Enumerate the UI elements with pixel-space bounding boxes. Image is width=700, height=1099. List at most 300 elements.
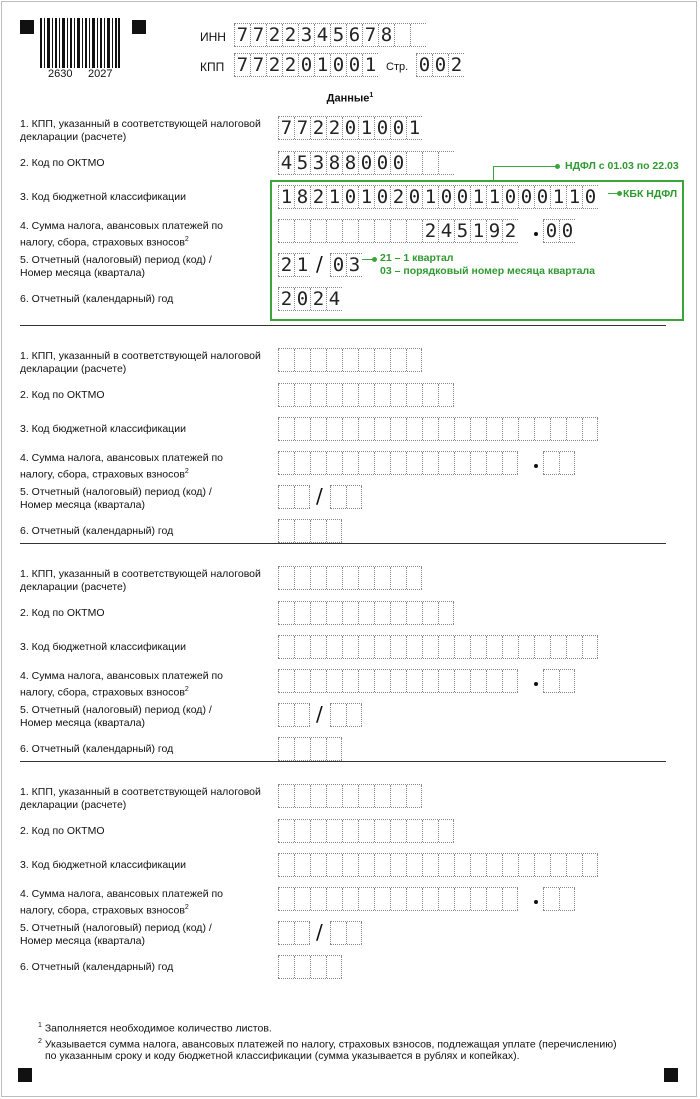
digit-cell (326, 452, 342, 474)
digit-cell (390, 888, 406, 910)
digit-cell (310, 567, 326, 589)
sum-label: 4. Сумма налога, авансовых платежей по налогу, сбора, страховых взносов$^2$ (20, 452, 224, 481)
digit-cell: 1 (358, 186, 374, 208)
digit-cell (326, 349, 342, 371)
digit-cell (358, 670, 374, 692)
digit-cell (566, 636, 582, 658)
digit-cell: 7 (250, 24, 266, 46)
digit-cell: 0 (390, 152, 406, 174)
barcode-number-right: 2027 (88, 68, 113, 80)
digit-cell (294, 418, 310, 440)
digit-cell (559, 452, 575, 474)
digit-cell (346, 922, 362, 944)
digit-cell (410, 24, 426, 46)
inn-field[interactable] (234, 23, 426, 47)
sum-label: 4. Сумма налога, авансовых платежей по налогу, сбора, страховых взносов$^2$ (20, 670, 224, 699)
period-number-field-3[interactable] (330, 703, 362, 727)
kbk-label: 3. Код бюджетной классификации (20, 191, 186, 203)
digit-cell (310, 384, 326, 406)
section-separator (20, 543, 666, 544)
digit-cell (326, 384, 342, 406)
period-number-field-2[interactable] (330, 485, 362, 509)
kbk-field-4[interactable] (278, 853, 598, 877)
digit-cell (278, 602, 294, 624)
digit-cell: 0 (534, 186, 550, 208)
digit-cell: 8 (342, 152, 358, 174)
digit-cell (342, 452, 358, 474)
digit-cell: 0 (438, 186, 454, 208)
sum-dec-field-4[interactable] (543, 887, 575, 911)
oktmo-field-1[interactable] (278, 151, 454, 175)
digit-cell (406, 785, 422, 807)
digit-cell: 2 (282, 24, 298, 46)
digit-cell (326, 785, 342, 807)
digit-cell (278, 452, 294, 474)
digit-cell (406, 349, 422, 371)
digit-cell (390, 349, 406, 371)
digit-cell (390, 854, 406, 876)
corner-marker-top-right (132, 20, 146, 34)
sum-label: 4. Сумма налога, авансовых платежей по налогу, сбора, страховых взносов$^2$ (20, 220, 224, 249)
digit-cell (294, 854, 310, 876)
page-number-field[interactable] (416, 53, 464, 77)
barcode (40, 18, 120, 68)
digit-cell (406, 567, 422, 589)
sum-int-field-3[interactable] (278, 669, 518, 693)
digit-cell (342, 567, 358, 589)
digit-cell (358, 384, 374, 406)
sum-dec-field-2[interactable] (543, 451, 575, 475)
kpp-label: 1. КПП, указанный в соответствующей налоговой декларации (расчете) (20, 118, 261, 143)
digit-cell: 2 (326, 117, 342, 139)
digit-cell: 3 (298, 24, 314, 46)
digit-cell: 7 (234, 54, 250, 76)
digit-cell (326, 888, 342, 910)
digit-cell: 4 (326, 288, 342, 310)
digit-cell (486, 636, 502, 658)
digit-cell (294, 704, 310, 726)
digit-cell: 9 (486, 220, 502, 242)
digit-cell (374, 418, 390, 440)
digit-cell (374, 567, 390, 589)
digit-cell: 0 (294, 288, 310, 310)
digit-cell (278, 349, 294, 371)
digit-cell (406, 418, 422, 440)
oktmo-field-3[interactable] (278, 601, 454, 625)
digit-cell: 6 (346, 24, 362, 46)
digit-cell (502, 854, 518, 876)
digit-cell: 1 (566, 186, 582, 208)
digit-cell: 7 (250, 54, 266, 76)
digit-cell (358, 854, 374, 876)
digit-cell (358, 785, 374, 807)
barcode-number-left: 2630 (48, 68, 73, 80)
oktmo-label: 2. Код по ОКТМО (20, 607, 105, 619)
digit-cell (294, 670, 310, 692)
corner-marker-bottom-right (664, 1068, 678, 1082)
digit-cell (374, 854, 390, 876)
digit-cell (310, 418, 326, 440)
digit-cell (582, 636, 598, 658)
digit-cell (374, 349, 390, 371)
digit-cell (374, 820, 390, 842)
digit-cell (422, 602, 438, 624)
digit-cell (278, 670, 294, 692)
digit-cell: 7 (234, 24, 250, 46)
decimal-point (534, 464, 538, 468)
digit-cell (470, 452, 486, 474)
digit-cell: 0 (416, 54, 432, 76)
digit-cell (326, 418, 342, 440)
digit-cell (406, 384, 422, 406)
digit-cell (534, 854, 550, 876)
digit-cell (438, 854, 454, 876)
year-label: 6. Отчетный (календарный) год (20, 743, 174, 755)
digit-cell: 1 (362, 54, 378, 76)
digit-cell (294, 349, 310, 371)
digit-cell: 4 (314, 24, 330, 46)
digit-cell (310, 785, 326, 807)
annotation-dot (555, 164, 560, 169)
annotation-period-note-1: 21 – 1 квартал (380, 252, 454, 264)
digit-cell (502, 670, 518, 692)
digit-cell: 0 (406, 186, 422, 208)
kpp-label: КПП (200, 60, 225, 74)
digit-cell (486, 670, 502, 692)
page-title: Данные$^1$ (326, 92, 374, 105)
digit-cell (394, 24, 410, 46)
digit-cell (310, 738, 326, 760)
period-label: 5. Отчетный (налоговый) период (код) / Номер месяца (квартала) (20, 704, 212, 729)
digit-cell (422, 152, 438, 174)
digit-cell: 0 (559, 220, 575, 242)
digit-cell: 0 (454, 186, 470, 208)
digit-cell (278, 486, 294, 508)
kpp-field-4[interactable] (278, 784, 422, 808)
digit-cell: 5 (454, 220, 470, 242)
digit-cell (346, 704, 362, 726)
period-code-field-2[interactable] (278, 485, 310, 509)
digit-cell: 7 (278, 117, 294, 139)
digit-cell (454, 888, 470, 910)
digit-cell (326, 738, 342, 760)
digit-cell: 5 (294, 152, 310, 174)
digit-cell: 0 (518, 186, 534, 208)
digit-cell (582, 854, 598, 876)
digit-cell (406, 820, 422, 842)
digit-cell (278, 418, 294, 440)
digit-cell: 2 (310, 117, 326, 139)
year-field-4[interactable] (278, 955, 342, 979)
digit-cell: 2 (422, 220, 438, 242)
digit-cell (438, 888, 454, 910)
digit-cell (278, 888, 294, 910)
digit-cell: 3 (310, 152, 326, 174)
digit-cell (486, 452, 502, 474)
digit-cell (310, 854, 326, 876)
digit-cell (342, 854, 358, 876)
digit-cell (406, 888, 422, 910)
digit-cell (326, 820, 342, 842)
digit-cell (326, 567, 342, 589)
digit-cell (390, 452, 406, 474)
inn-label: ИНН (200, 30, 226, 44)
sum-label: 4. Сумма налога, авансовых платежей по налогу, сбора, страховых взносов$^2$ (20, 888, 224, 917)
period-slash: / (316, 252, 323, 276)
digit-cell (326, 854, 342, 876)
digit-cell: 1 (326, 186, 342, 208)
digit-cell (278, 922, 294, 944)
digit-cell: 0 (358, 152, 374, 174)
footnote-2: $^2$ Указывается сумма налога, авансовых платежей по налогу, страховых взносов, подлежащая уплате (перечислению) (38, 1038, 617, 1051)
digit-cell (294, 738, 310, 760)
digit-cell: 2 (278, 288, 294, 310)
digit-cell (310, 520, 326, 542)
digit-cell (294, 922, 310, 944)
digit-cell (358, 349, 374, 371)
digit-cell (294, 520, 310, 542)
annotation-dot (372, 257, 377, 262)
kpp-label: 1. КПП, указанный в соответствующей налоговой декларации (расчете) (20, 350, 261, 375)
digit-cell: 1 (358, 117, 374, 139)
digit-cell (534, 636, 550, 658)
digit-cell (470, 854, 486, 876)
digit-cell (518, 418, 534, 440)
digit-cell (310, 452, 326, 474)
digit-cell (358, 567, 374, 589)
sum-dec-field-3[interactable] (543, 669, 575, 693)
digit-cell (390, 384, 406, 406)
digit-cell (278, 854, 294, 876)
digit-cell: 0 (342, 117, 358, 139)
period-slash: / (316, 702, 323, 726)
digit-cell (406, 670, 422, 692)
kpp-field-1[interactable] (278, 116, 422, 140)
period-slash: / (316, 920, 323, 944)
annotation-ndfl-dates: НДФЛ с 01.03 по 22.03 (565, 160, 679, 172)
sum-int-field-2[interactable] (278, 451, 518, 475)
digit-cell (422, 636, 438, 658)
digit-cell: 2 (310, 288, 326, 310)
digit-cell (470, 418, 486, 440)
digit-cell (422, 452, 438, 474)
digit-cell (390, 418, 406, 440)
page-label: Стр. (386, 61, 409, 73)
highlight-box (270, 180, 684, 321)
digit-cell (470, 636, 486, 658)
digit-cell (326, 956, 342, 978)
digit-cell (470, 670, 486, 692)
digit-cell: 1 (278, 186, 294, 208)
kbk-field-3[interactable] (278, 635, 598, 659)
digit-cell (278, 785, 294, 807)
digit-cell (422, 820, 438, 842)
digit-cell (342, 636, 358, 658)
digit-cell (342, 602, 358, 624)
annotation-dot (617, 191, 622, 196)
kbk-label: 3. Код бюджетной классификации (20, 423, 186, 435)
digit-cell (358, 888, 374, 910)
digit-cell (406, 602, 422, 624)
digit-cell: 1 (294, 254, 310, 276)
digit-cell (454, 418, 470, 440)
digit-cell: 2 (502, 220, 518, 242)
digit-cell (502, 418, 518, 440)
kbk-field-2[interactable] (278, 417, 598, 441)
digit-cell (278, 636, 294, 658)
digit-cell (502, 888, 518, 910)
digit-cell (374, 888, 390, 910)
digit-cell (406, 452, 422, 474)
digit-cell (438, 152, 454, 174)
digit-cell (406, 636, 422, 658)
digit-cell (502, 452, 518, 474)
digit-cell (310, 636, 326, 658)
digit-cell: 2 (390, 186, 406, 208)
digit-cell (374, 670, 390, 692)
year-label: 6. Отчетный (календарный) год (20, 961, 174, 973)
digit-cell (310, 888, 326, 910)
digit-cell: 2 (266, 54, 282, 76)
digit-cell: 0 (298, 54, 314, 76)
digit-cell: 1 (470, 186, 486, 208)
corner-marker-top-left (20, 20, 34, 34)
digit-cell: 3 (346, 254, 362, 276)
kpp-header-field[interactable] (234, 53, 378, 77)
oktmo-label: 2. Код по ОКТМО (20, 825, 105, 837)
period-label: 5. Отчетный (налоговый) период (код) / Номер месяца (квартала) (20, 922, 212, 947)
digit-cell: 7 (294, 117, 310, 139)
period-code-field-4[interactable] (278, 921, 310, 945)
digit-cell: 0 (374, 152, 390, 174)
digit-cell (294, 888, 310, 910)
footnote-1: $^1$ Заполняется необходимое количество листов. (38, 1022, 272, 1035)
oktmo-field-4[interactable] (278, 819, 454, 843)
digit-cell: 8 (294, 186, 310, 208)
digit-cell (486, 854, 502, 876)
digit-cell (438, 452, 454, 474)
decimal-point (534, 900, 538, 904)
digit-cell (326, 602, 342, 624)
digit-cell (454, 636, 470, 658)
digit-cell (294, 486, 310, 508)
digit-cell (294, 785, 310, 807)
oktmo-field-2[interactable] (278, 383, 454, 407)
digit-cell: 8 (378, 24, 394, 46)
digit-cell (422, 854, 438, 876)
digit-cell: 1 (422, 186, 438, 208)
kbk-label: 3. Код бюджетной классификации (20, 859, 186, 871)
digit-cell (543, 670, 559, 692)
digit-cell (550, 636, 566, 658)
digit-cell (582, 418, 598, 440)
digit-cell (470, 888, 486, 910)
digit-cell (310, 349, 326, 371)
kpp-label: 1. КПП, указанный в соответствующей налоговой декларации (расчете) (20, 786, 261, 811)
digit-cell (294, 567, 310, 589)
annotation-period-note-2: 03 – порядковый номер месяца квартала (380, 265, 596, 277)
digit-cell (358, 820, 374, 842)
digit-cell (374, 785, 390, 807)
digit-cell (566, 854, 582, 876)
digit-cell (374, 384, 390, 406)
oktmo-label: 2. Код по ОКТМО (20, 389, 105, 401)
digit-cell (422, 670, 438, 692)
digit-cell (438, 820, 454, 842)
year-label: 6. Отчетный (календарный) год (20, 525, 174, 537)
digit-cell (358, 452, 374, 474)
digit-cell (294, 956, 310, 978)
digit-cell (486, 418, 502, 440)
digit-cell (278, 567, 294, 589)
digit-cell (342, 418, 358, 440)
year-field-2[interactable] (278, 519, 342, 543)
digit-cell (294, 452, 310, 474)
digit-cell (326, 636, 342, 658)
digit-cell (390, 670, 406, 692)
digit-cell: 1 (550, 186, 566, 208)
digit-cell: 0 (432, 54, 448, 76)
decimal-point (534, 682, 538, 686)
digit-cell (310, 670, 326, 692)
digit-cell (486, 888, 502, 910)
digit-cell (438, 602, 454, 624)
digit-cell (294, 602, 310, 624)
digit-cell (422, 418, 438, 440)
digit-cell (406, 152, 422, 174)
digit-cell: 8 (326, 152, 342, 174)
digit-cell: 1 (486, 186, 502, 208)
digit-cell (310, 820, 326, 842)
period-code-field-3[interactable] (278, 703, 310, 727)
digit-cell (342, 888, 358, 910)
digit-cell (543, 452, 559, 474)
digit-cell (310, 602, 326, 624)
section-separator (20, 325, 666, 326)
period-number-field-4[interactable] (330, 921, 362, 945)
digit-cell (294, 636, 310, 658)
digit-cell: 0 (390, 117, 406, 139)
annotation-line (493, 166, 557, 167)
kpp-field-3[interactable] (278, 566, 422, 590)
section-separator (20, 761, 666, 762)
sum-int-field-4[interactable] (278, 887, 518, 911)
year-field-3[interactable] (278, 737, 342, 761)
digit-cell: 2 (278, 254, 294, 276)
corner-marker-bottom-left (18, 1068, 32, 1082)
digit-cell (374, 636, 390, 658)
digit-cell (278, 704, 294, 726)
digit-cell (374, 602, 390, 624)
digit-cell: 0 (582, 186, 598, 208)
digit-cell: 2 (282, 54, 298, 76)
digit-cell (342, 785, 358, 807)
period-slash: / (316, 484, 323, 508)
kpp-field-2[interactable] (278, 348, 422, 372)
digit-cell (342, 670, 358, 692)
digit-cell (543, 888, 559, 910)
digit-cell (342, 384, 358, 406)
digit-cell (502, 636, 518, 658)
digit-cell (294, 384, 310, 406)
digit-cell: 1 (470, 220, 486, 242)
digit-cell: 0 (543, 220, 559, 242)
digit-cell (559, 670, 575, 692)
digit-cell (390, 602, 406, 624)
digit-cell (454, 670, 470, 692)
digit-cell (326, 670, 342, 692)
footnote-2-continued: по указанным сроку и коду бюджетной классификации (сумма указывается в рублях и копейках). (45, 1050, 520, 1062)
